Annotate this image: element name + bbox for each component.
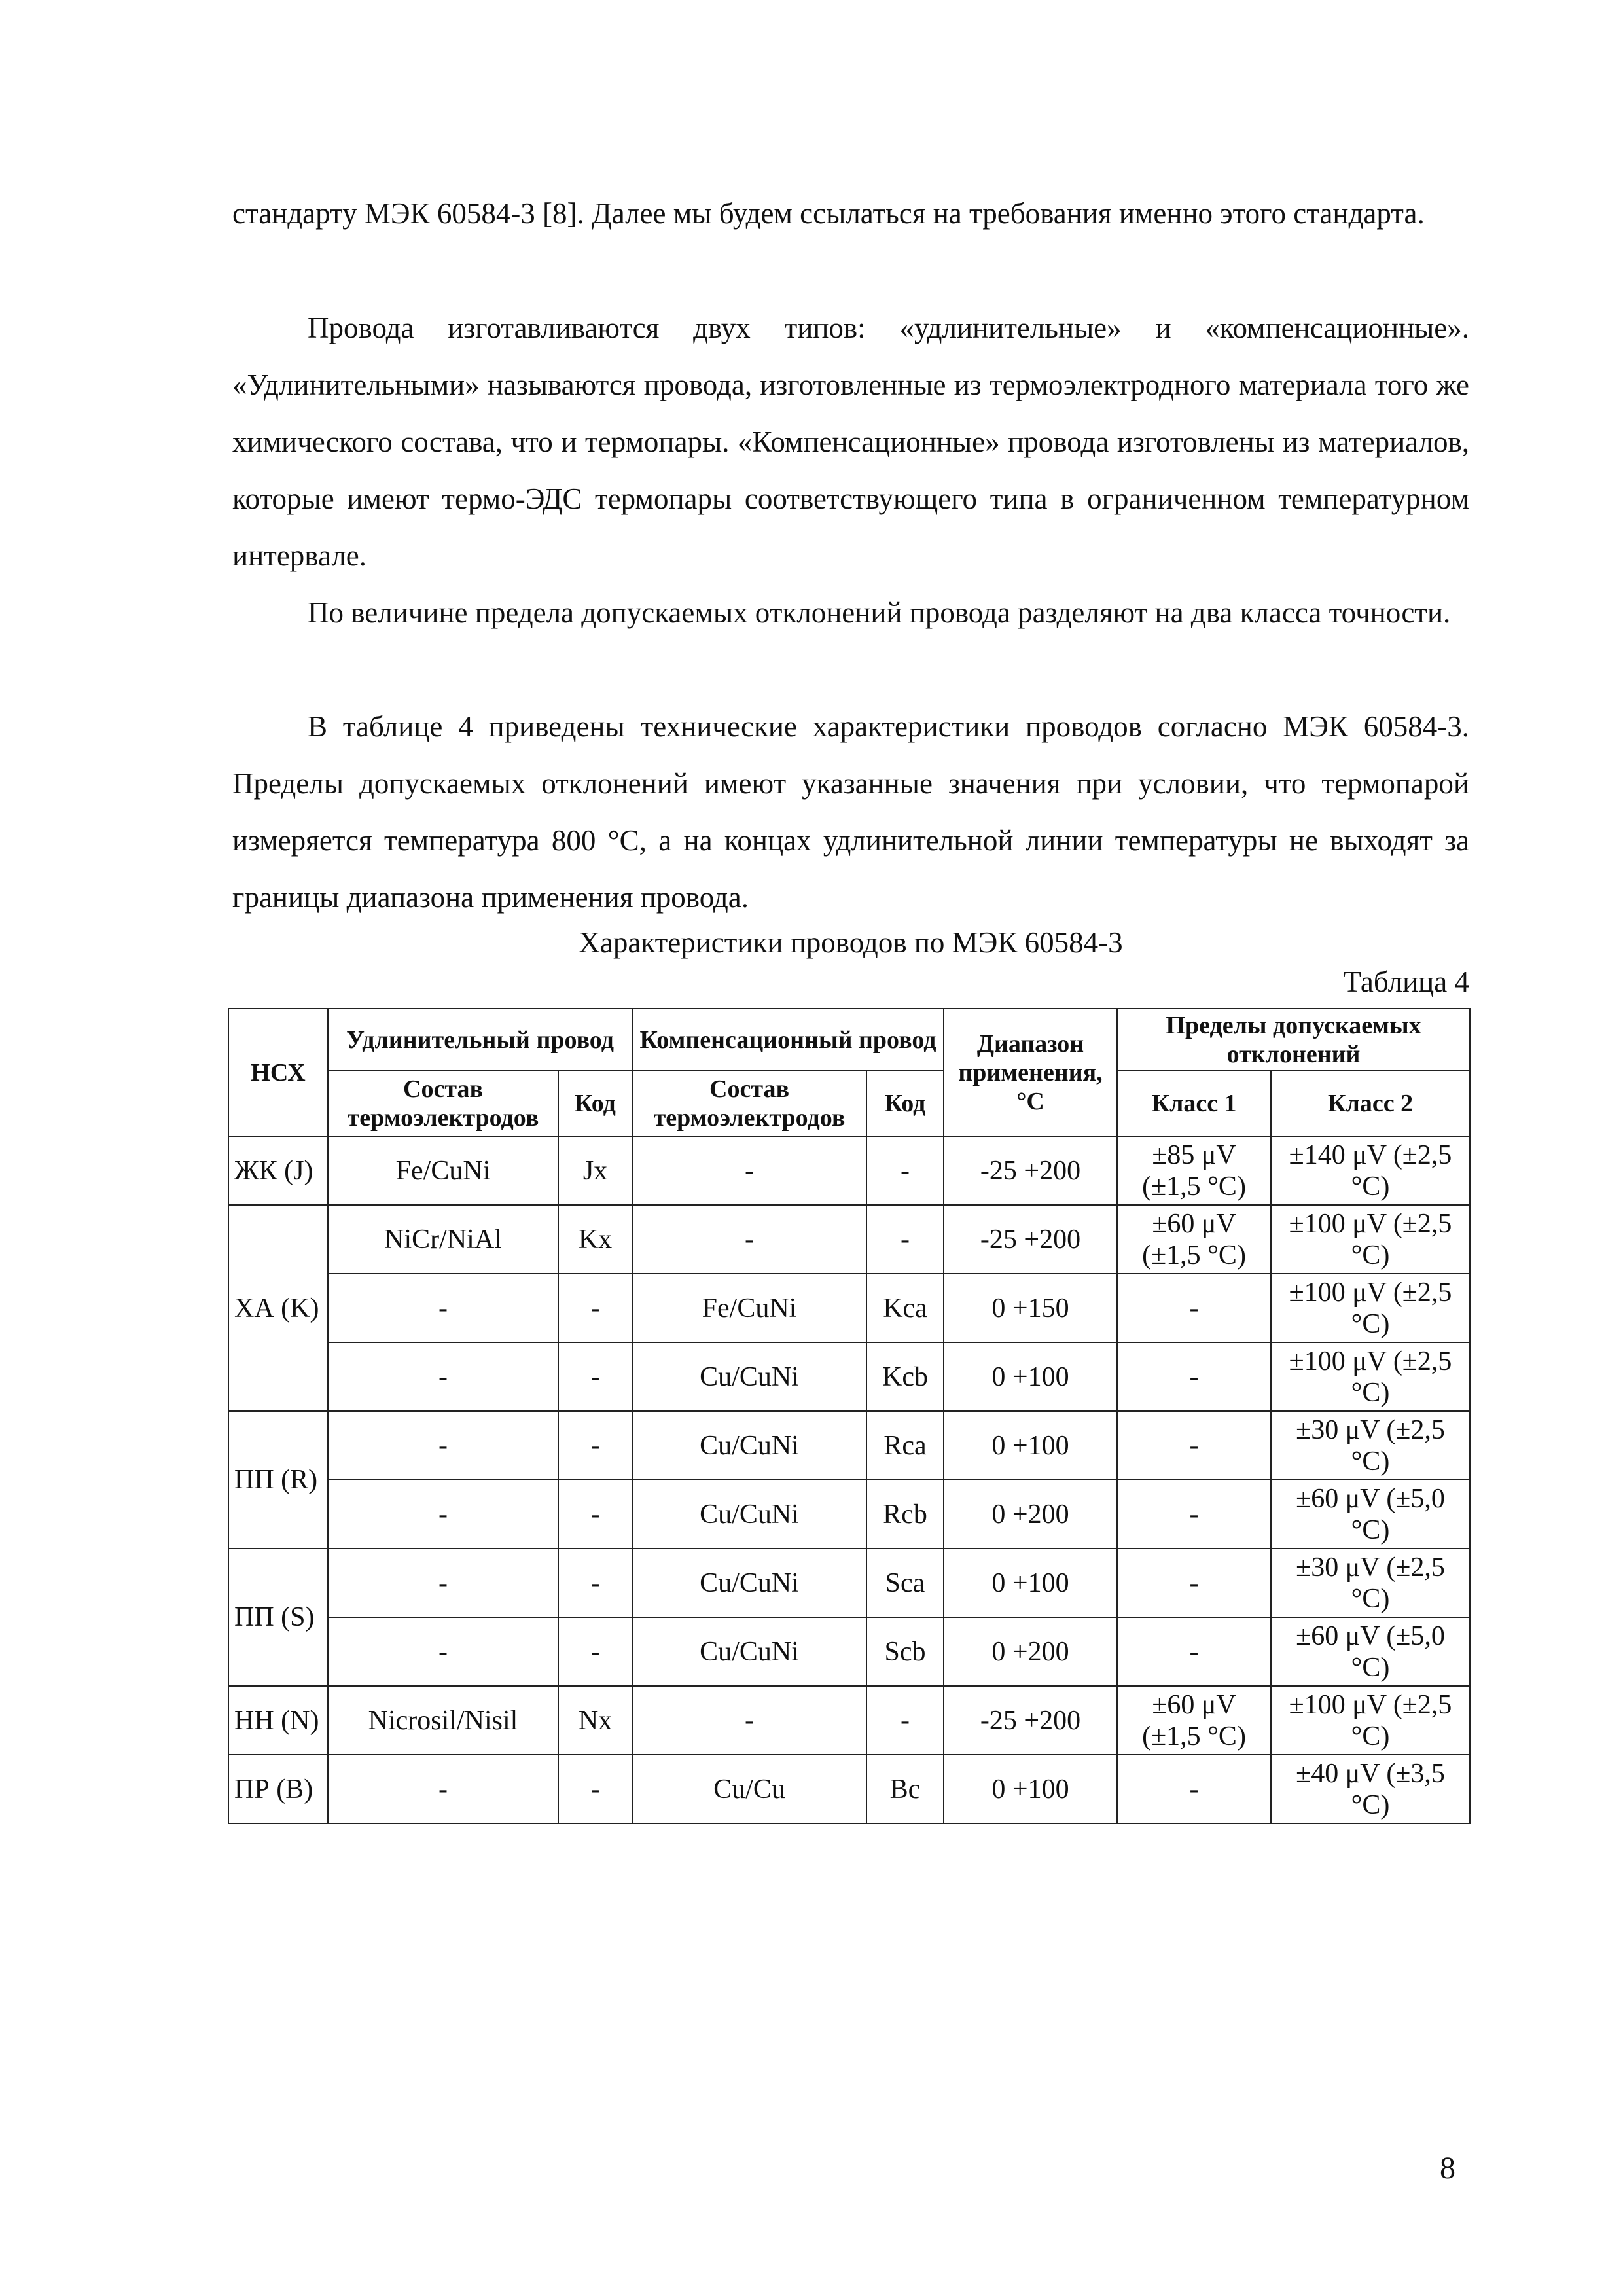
header-comp-code: Код [866,1071,944,1136]
ext-code-cell: - [558,1549,632,1617]
header-range: Диапазон применения, °C [944,1009,1117,1136]
class2-cell: ±60 μV (±5,0 °C) [1271,1617,1470,1686]
table-row [228,1411,1470,1480]
class2-cell: ±30 μV (±2,5 °C) [1271,1411,1470,1480]
table-row [228,1755,1470,1823]
header-ext-composition: Состав термоэлектродов [328,1071,558,1136]
range-cell: 0 +200 [944,1480,1117,1549]
comp-code-cell: Sca [866,1549,944,1617]
ncx-cell: ЖК (J) [228,1136,328,1205]
header-limits: Пределы допускаемых отклонений [1117,1009,1470,1071]
comp-code-cell: Bc [866,1755,944,1823]
class1-cell: ±60 μV (±1,5 °C) [1117,1205,1271,1274]
page-number: 8 [1440,2151,1455,2185]
range-cell: 0 +100 [944,1342,1117,1411]
header-class1: Класс 1 [1117,1071,1271,1136]
comp-composition-cell: - [632,1136,866,1205]
class1-cell: - [1117,1480,1271,1549]
comp-composition-cell: Cu/Cu [632,1755,866,1823]
paragraph-2: Провода изготавливаются двух типов: «удлинительные» и «компенсационные». «Удлинительными» называются провода, изготовленные из термоэлектродного материала того же химического состава, что и термопары. «Компенсационные» провода изготовлены из материалов, которые имеют термо-ЭДС термопары соответствующего типа в ограниченном температурном интервале. [232,312,1469,572]
class1-cell: ±60 μV (±1,5 °C) [1117,1686,1271,1755]
range-cell: 0 +100 [944,1549,1117,1617]
ext-code-cell: - [558,1274,632,1342]
class1-cell: - [1117,1411,1271,1480]
comp-composition-cell: Cu/CuNi [632,1480,866,1549]
comp-composition-cell: - [632,1686,866,1755]
header-class2: Класс 2 [1271,1071,1470,1136]
table-row [228,1342,1470,1411]
class1-cell: ±85 μV (±1,5 °C) [1117,1136,1271,1205]
header-extension-wire: Удлинительный провод [328,1009,632,1071]
ncx-cell: ПР (B) [228,1755,328,1823]
comp-composition-cell: Cu/CuNi [632,1342,866,1411]
paragraph-3: По величине предела допускаемых отклонений провода разделяют на два класса точности. [308,596,1451,629]
ext-composition-cell: - [328,1617,558,1686]
header-ext-code: Код [558,1071,632,1136]
table-row [228,1136,1470,1205]
comp-code-cell: Kca [866,1274,944,1342]
ext-composition-cell: NiCr/NiAl [328,1205,558,1274]
ext-code-cell: Nx [558,1686,632,1755]
comp-code-cell: Scb [866,1617,944,1686]
class2-cell: ±60 μV (±5,0 °C) [1271,1480,1470,1549]
comp-code-cell: - [866,1205,944,1274]
comp-composition-cell: Cu/CuNi [632,1549,866,1617]
ncx-cell: ПП (S) [228,1549,328,1686]
header-comp-composition: Состав термоэлектродов [632,1071,866,1136]
comp-code-cell: - [866,1686,944,1755]
class1-cell: - [1117,1342,1271,1411]
table-caption: Характеристики проводов по МЭК 60584-3 [579,926,1123,959]
range-cell: -25 +200 [944,1205,1117,1274]
comp-composition-cell: Fe/CuNi [632,1274,866,1342]
ext-code-cell: - [558,1617,632,1686]
class1-cell: - [1117,1617,1271,1686]
ext-composition-cell: - [328,1549,558,1617]
ext-code-cell: - [558,1480,632,1549]
class2-cell: ±140 μV (±2,5 °C) [1271,1136,1470,1205]
range-cell: 0 +100 [944,1411,1117,1480]
table-row [228,1686,1470,1755]
wire-specs-table [228,1008,1471,1824]
class1-cell: - [1117,1755,1271,1823]
ext-composition-cell: - [328,1274,558,1342]
header-compensating-wire: Компенсационный провод [632,1009,944,1071]
range-cell: 0 +150 [944,1274,1117,1342]
table-row [228,1480,1470,1549]
ncx-cell: ХА (K) [228,1205,328,1411]
table-row [228,1274,1470,1342]
ext-code-cell: Jx [558,1136,632,1205]
table-row [228,1617,1470,1686]
class2-cell: ±100 μV (±2,5 °C) [1271,1274,1470,1342]
comp-composition-cell: Cu/CuNi [632,1617,866,1686]
ext-code-cell: - [558,1755,632,1823]
ext-composition-cell: Fe/CuNi [328,1136,558,1205]
table-body [228,1136,1470,1823]
table-label: Таблица 4 [1343,965,1469,998]
ext-composition-cell: - [328,1480,558,1549]
ext-composition-cell: Nicrosil/Nisil [328,1686,558,1755]
range-cell: 0 +200 [944,1617,1117,1686]
ext-composition-cell: - [328,1411,558,1480]
comp-code-cell: - [866,1136,944,1205]
class2-cell: ±30 μV (±2,5 °C) [1271,1549,1470,1617]
comp-code-cell: Kcb [866,1342,944,1411]
ext-composition-cell: - [328,1342,558,1411]
range-cell: -25 +200 [944,1686,1117,1755]
class1-cell: - [1117,1274,1271,1342]
class2-cell: ±40 μV (±3,5 °C) [1271,1755,1470,1823]
class1-cell: - [1117,1549,1271,1617]
range-cell: -25 +200 [944,1136,1117,1205]
ncx-cell: ПП (R) [228,1411,328,1549]
comp-code-cell: Rcb [866,1480,944,1549]
ext-code-cell: - [558,1342,632,1411]
table-row [228,1549,1470,1617]
ncx-cell: НН (N) [228,1686,328,1755]
ext-code-cell: Kx [558,1205,632,1274]
class2-cell: ±100 μV (±2,5 °C) [1271,1342,1470,1411]
header-ncx: НСХ [228,1009,328,1136]
comp-composition-cell: - [632,1205,866,1274]
ext-composition-cell: - [328,1755,558,1823]
table-row [228,1205,1470,1274]
comp-composition-cell: Cu/CuNi [632,1411,866,1480]
ext-code-cell: - [558,1411,632,1480]
class2-cell: ±100 μV (±2,5 °C) [1271,1686,1470,1755]
comp-code-cell: Rca [866,1411,944,1480]
paragraph-4: В таблице 4 приведены технические характеристики проводов согласно МЭК 60584-3. Пределы допускаемых отклонений имеют указанные значения при условии, что термопарой измеряется температура 800 °C, а на концах удлинительной линии температуры не выходят за границы диапазона применения провода. [232,710,1469,914]
paragraph-1: стандарту МЭК 60584-3 [8]. Далее мы будем ссылаться на требования именно этого стандарта. [232,197,1425,230]
range-cell: 0 +100 [944,1755,1117,1823]
class2-cell: ±100 μV (±2,5 °C) [1271,1205,1470,1274]
